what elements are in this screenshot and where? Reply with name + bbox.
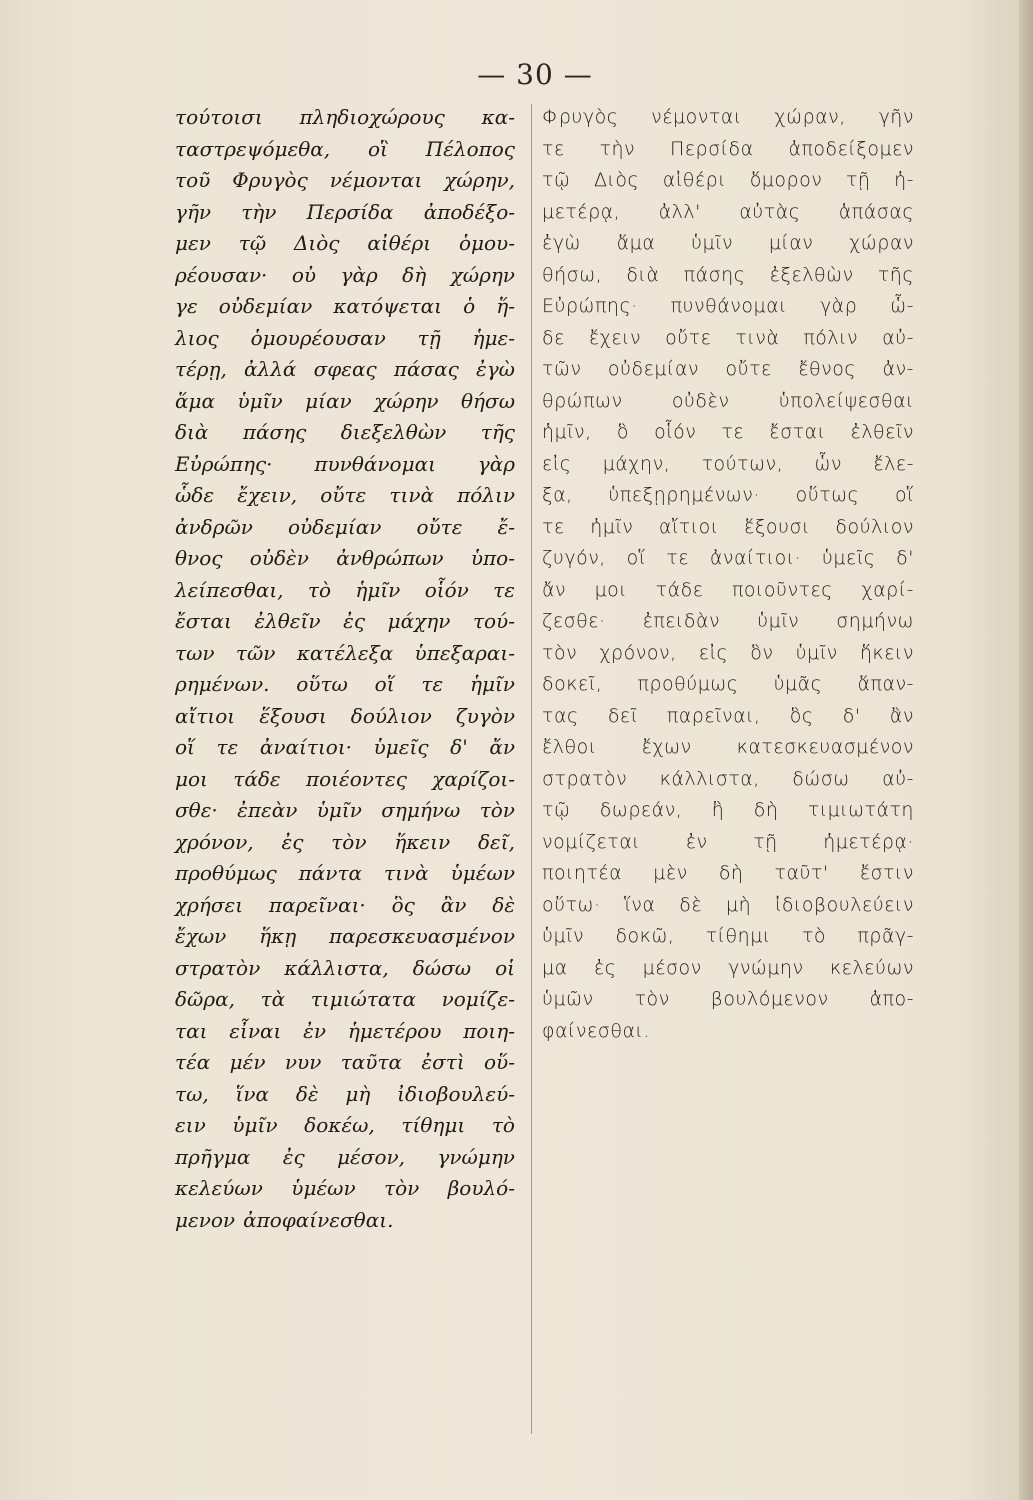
text-line: μενον ἀποφαίνεσθαι. xyxy=(175,1207,394,1232)
text-line: τὸν χρόνον, εἰς ὃν ὑμῖν ἥκειν xyxy=(542,641,914,664)
text-line: ἅμα ὑμῖν μίαν χώρην θήσω xyxy=(175,388,515,413)
text-line: μα ἐς μέσον γνώμην κελεύων xyxy=(542,956,914,979)
text-line: θρώπων οὐδὲν ὑπολείψεσθαι xyxy=(542,389,914,412)
text-line: νομίζεται ἐν τῇ ἡμετέρᾳ· xyxy=(542,830,914,853)
text-line: ρημένων. οὕτω οἵ τε ἡμῖν xyxy=(175,672,515,696)
text-line: ὑμῖν δοκῶ, τίθημι τὸ πρᾶγ- xyxy=(542,925,914,947)
text-line: ταστρεψόμεθα, οἳ Πέλοπος xyxy=(175,136,515,161)
text-line: ειν ὑμῖν δοκέω, τίθημι τὸ xyxy=(175,1113,515,1137)
text-line: μετέρᾳ, ἀλλ' αὐτὰς ἁπάσας xyxy=(542,200,914,223)
text-line: σθε· ἐπεὰν ὑμῖν σημήνω τὸν xyxy=(175,798,515,822)
text-line: ἀνδρῶν οὐδεμίαν οὔτε ἔ- xyxy=(175,514,515,539)
text-line: προθύμως πάντα τινὰ ὑμέων xyxy=(175,861,515,885)
text-line: ἐγὼ ἅμα ὑμῖν μίαν χώραν xyxy=(542,232,914,254)
text-line: τούτοισι πληδιοχώρους κα- xyxy=(175,105,515,129)
text-line: τέα μέν νυν ταῦτα ἐστὶ οὕ- xyxy=(175,1050,515,1074)
text-line: ται εἶναι ἐν ἡμετέρου ποιη- xyxy=(175,1018,515,1043)
text-line: ξα, ὑπεξῃρημένων· οὕτως οἵ xyxy=(542,484,914,506)
text-line: λείπεσθαι, τὸ ἡμῖν οἷόν τε xyxy=(175,577,515,602)
text-line: θνος οὐδὲν ἀνθρώπων ὑπο- xyxy=(175,546,515,570)
text-line: αἴτιοι ἕξουσι δούλιον ζυγὸν xyxy=(175,703,515,728)
text-line: εἰς μάχην, τούτων, ὧν ἔλε- xyxy=(542,452,914,475)
text-line: στρατὸν κάλλιστα, δώσω οἱ xyxy=(175,955,515,980)
text-line: ζεσθε· ἐπειδὰν ὑμῖν σημήνω xyxy=(542,610,914,632)
text-line: στρατὸν κάλλιστα, δώσω αὐ- xyxy=(542,767,914,790)
text-line: μεν τῷ Διὸς αἰθέρι ὁμου- xyxy=(175,231,515,255)
text-line: τῷ Διὸς αἰθέρι ὅμορον τῇ ἡ- xyxy=(542,169,914,191)
text-line: θήσω, διὰ πάσης ἐξελθὼν τῆς xyxy=(542,263,914,286)
page-edge xyxy=(1019,0,1033,1500)
text-line: κελεύων ὑμέων τὸν βουλό- xyxy=(175,1176,515,1200)
text-line: των τῶν κατέλεξα ὑπεξαραι- xyxy=(175,640,515,665)
text-line: φαίνεσθαι. xyxy=(542,1019,650,1042)
text-line: ρέουσαν· οὐ γὰρ δὴ χώρην xyxy=(175,262,515,287)
text-line: τε τὴν Περσίδα ἀποδείξομεν xyxy=(542,137,914,160)
text-line: τῶν οὐδεμίαν οὔτε ἔθνος ἀν- xyxy=(542,358,914,380)
text-line: τας δεῖ παρεῖναι, ὃς δ' ἂν xyxy=(542,704,914,727)
text-line: Εὐρώπης· πυνθάνομαι γὰρ ὧ- xyxy=(542,295,914,317)
text-line: τω, ἵνα δὲ μὴ ἰδιοβουλεύ- xyxy=(175,1081,515,1106)
text-line: μοι τάδε ποιέοντες χαρίζοι- xyxy=(175,766,515,791)
text-line: ἔχων ἥκῃ παρεσκευασμένον xyxy=(175,924,515,948)
text-line: ὧδε ἔχειν, οὔτε τινὰ πόλιν xyxy=(175,483,515,507)
text-line: δοκεῖ, προθύμως ὑμᾶς ἅπαν- xyxy=(542,673,914,695)
text-line: πρῆγμα ἐς μέσον, γνώμην xyxy=(175,1144,515,1169)
text-line: χρήσει παρεῖναι· ὃς ἂν δὲ xyxy=(175,892,515,917)
right-column-modern-text xyxy=(542,102,914,1047)
text-line: ἄν μοι τάδε ποιοῦντες χαρί- xyxy=(542,578,914,601)
text-line: λιος ὁμουρέουσαν τῇ ἡμε- xyxy=(175,325,515,350)
left-column-ancient-text xyxy=(175,102,515,1236)
text-line: ποιητέα μὲν δὴ ταῦτ' ἔστιν xyxy=(542,862,914,884)
text-line: οἵ τε ἀναίτιοι· ὑμεῖς δ' ἄν xyxy=(175,735,515,759)
text-line: δε ἔχειν οὔτε τινὰ πόλιν αὐ- xyxy=(542,326,914,349)
text-line: ἡμῖν, ὃ οἷόν τε ἔσται ἐλθεῖν xyxy=(542,421,914,443)
text-line: ἔλθοι ἔχων κατεσκευασμένον xyxy=(542,736,914,758)
text-line: τοῦ Φρυγὸς νέμονται χώρην, xyxy=(175,168,515,192)
text-line: διὰ πάσης διεξελθὼν τῆς xyxy=(175,420,515,444)
text-line: τε ἡμῖν αἴτιοι ἕξουσι δούλιον xyxy=(542,515,914,538)
page-number: — 30 — xyxy=(477,58,593,91)
text-line: χρόνον, ἐς τὸν ἥκειν δεῖ, xyxy=(175,829,515,854)
text-line: Φρυγὸς νέμονται χώραν, γῆν xyxy=(542,106,914,128)
text-line: τέρῃ, ἀλλά σφεας πάσας ἐγὼ xyxy=(175,357,515,381)
text-line: ὑμῶν τὸν βουλόμενον ἀπο- xyxy=(542,988,914,1010)
text-line: ἔσται ἐλθεῖν ἐς μάχην τού- xyxy=(175,609,515,633)
text-line: τῷ δωρεάν, ἣ δὴ τιμιωτάτη xyxy=(542,799,914,821)
text-line: δῶρα, τὰ τιμιώτατα νομίζε- xyxy=(175,987,515,1011)
column-divider xyxy=(531,104,532,1434)
text-line: γῆν τὴν Περσίδα ἀποδέξο- xyxy=(175,199,515,224)
text-line: οὕτω· ἵνα δὲ μὴ ἰδιοβουλεύειν xyxy=(542,893,914,916)
text-line: γε οὐδεμίαν κατόψεται ὁ ἥ- xyxy=(175,294,515,318)
text-line: ζυγόν, οἵ τε ἀναίτιοι· ὑμεῖς δ' xyxy=(542,547,914,569)
text-line: Εὐρώπης· πυνθάνομαι γὰρ xyxy=(175,451,515,476)
